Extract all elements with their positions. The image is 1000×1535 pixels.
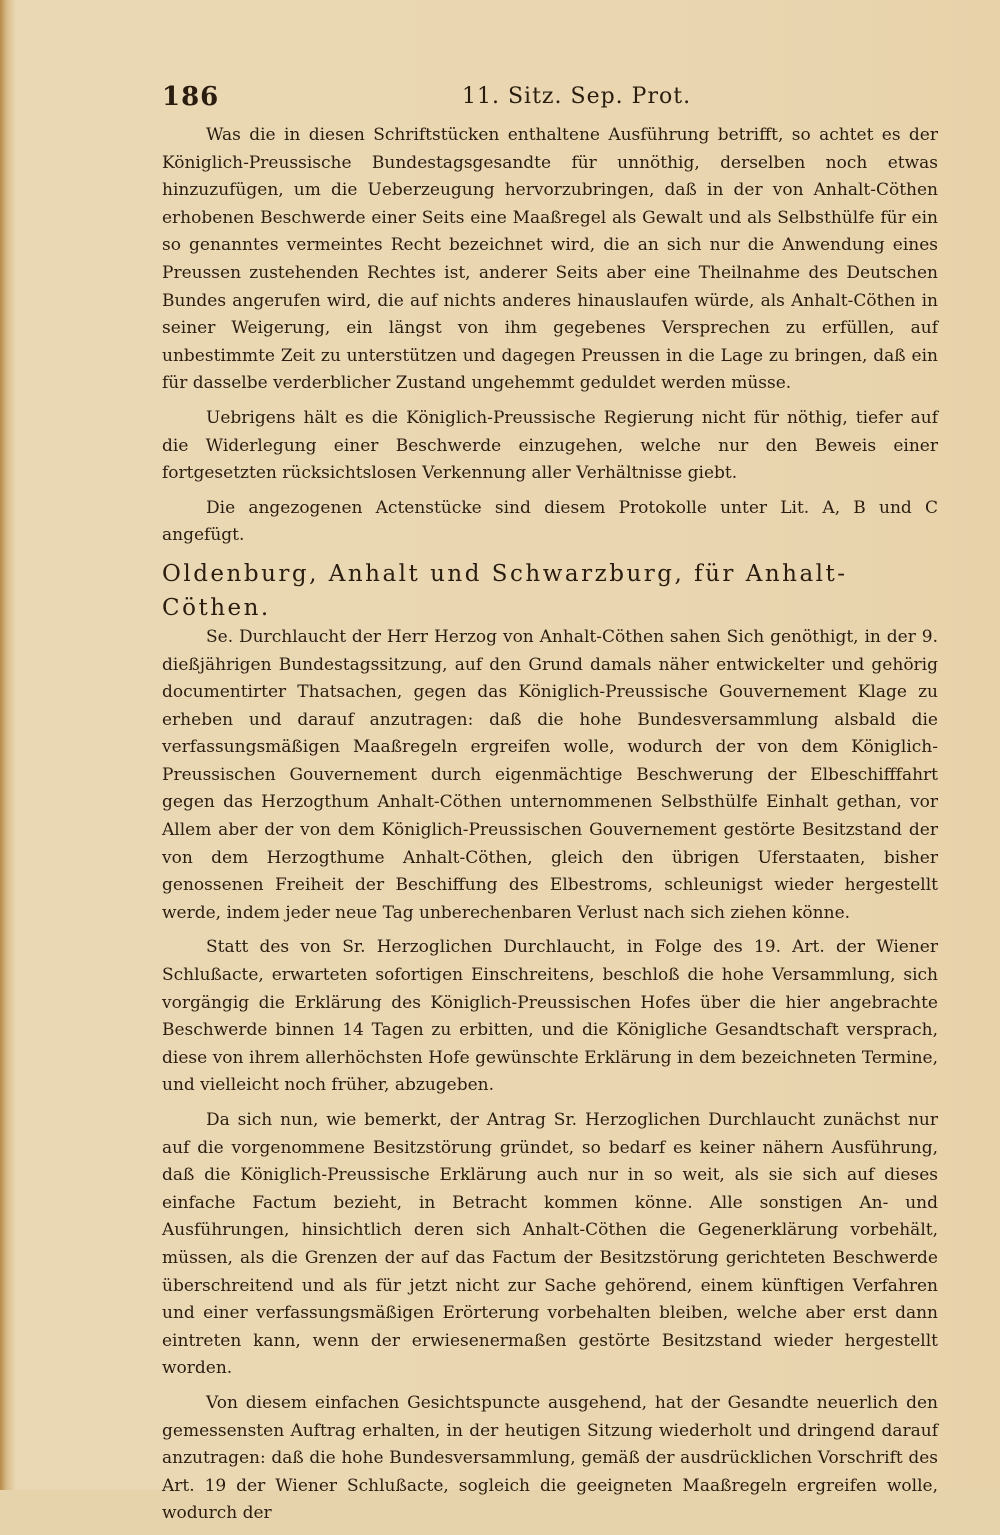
page-body bbox=[162, 122, 938, 1535]
paragraph: Die angezogenen Actenstücke sind diesem Protokolle unter Lit. A, B und C angefügt. bbox=[162, 497, 938, 546]
paragraph: Se. Durchlaucht der Herr Herzog von Anhalt-Cöthen sahen Sich genöthigt, in der 9. dießjährigen Bundestagssitzung, auf den Grund damals näher entwickelter und gehörig documentirter Thatsachen, gegen das Königlich-Preussische Gouvernement Klage zu erheben und darauf anzutragen: daß die hohe Bundesversammlung alsbald die verfassungsmäßigen Maaßregeln ergreifen wolle, wodurch der von dem Königlich-Preussischen Gouvernement durch eigenmächtige Beschwerung der Elbeschifffahrt gegen das Herzogthum Anhalt-Cöthen unternommenen Selbsthülfe Einhalt gethan, vor Allem aber der von dem Königlich-Preussischen Gouvernement gestörte Besitzstand der von dem Herzogthume Anhalt-Cöthen, gleich den übrigen Uferstaaten, bisher genossenen Freiheit der Beschiffung des Elbestroms, schleunigst wieder hergestellt werde, indem jeder neue Tag unberechenbaren Verlust nach sich ziehen könne. bbox=[162, 626, 938, 923]
paragraph: Von diesem einfachen Gesichtspuncte ausgehend, hat der Gesandte neuerlich den gemessensten Auftrag erhalten, in der heutigen Sitzung wiederholt und dringend darauf anzutragen: daß die hohe Bundesversammlung, gemäß der ausdrücklichen Vorschrift des Art. 19 der Wiener Schlußacte, sogleich die geeigneten Maaßregeln ergreifen wolle, wodurch der bbox=[162, 1392, 938, 1524]
paragraph: Was die in diesen Schriftstücken enthaltene Ausführung betrifft, so achtet es der Königlich-Preussische Bundestagsgesandte für unnöthig, derselben noch etwas hinzuzufügen, um die Ueberzeugung hervorzubringen, daß in der von Anhalt-Cöthen erhobenen Beschwerde einer Seits eine Maaßregel als Gewalt und als Selbsthülfe für ein so genanntes vermeintes Recht bezeichnet wird, die an sich nur die Anwendung eines Preussen zustehenden Rechtes ist, anderer Seits aber eine Theilnahme des Deutschen Bundes angerufen wird, die auf nichts anderes hinauslaufen würde, als Anhalt-Cöthen in seiner Weigerung, ein längst von ihm gegebenes Versprechen zu erfüllen, auf unbestimmte Zeit zu unterstützen und dagegen Preussen in die Lage zu bringen, daß ein für dasselbe verderblicher Zustand ungehemmt geduldet werden müsse. bbox=[162, 125, 938, 394]
page-header bbox=[162, 82, 938, 118]
running-title: 11. Sitz. Sep. Prot. bbox=[462, 84, 692, 109]
paragraph: Statt des von Sr. Herzoglichen Durchlaucht, in Folge des 19. Art. der Wiener Schlußacte, erwarteten sofortigen Einschreitens, beschloß die hohe Versammlung, sich vorgängig die Erklärung des Königlich-Preussischen Hofes über die hier angebrachte Beschwerde binnen 14 Tagen zu erbitten, und die Königliche Gesandtschaft versprach, diese von ihrem allerhöchsten Hofe gewünschte Erklärung in dem bezeichneten Termine, und vielleicht noch früher, abzugeben. bbox=[162, 937, 938, 1096]
section-heading: Oldenburg, Anhalt und Schwarzburg, für Anhalt-Cöthen. bbox=[162, 560, 848, 621]
page-number: 186 bbox=[162, 82, 220, 112]
paragraph: Da sich nun, wie bemerkt, der Antrag Sr. Herzoglichen Durchlaucht zunächst nur auf die vorgenommene Besitzstörung gründet, so bedarf es keiner nähern Ausführung, daß die Königlich-Preussische Erklärung auch nur in so weit, als sie sich auf dieses einfache Factum bezieht, in Betracht kommen könne. Alle sonstigen An- und Ausführungen, hinsichtlich deren sich Anhalt-Cöthen die Gegenerklärung vorbehält, müssen, als die Grenzen der auf das Factum der Besitzstörung gerichteten Beschwerde überschreitend und als für jetzt nicht zur Sache gehörend, einem künftigen Verfahren und einer verfassungsmäßigen Erörterung vorbehalten bleiben, welche aber erst dann eintreten kann, wenn der erwiesenermaßen gestörte Besitzstand wieder hergestellt worden. bbox=[162, 1110, 938, 1379]
paragraph: Uebrigens hält es die Königlich-Preussische Regierung nicht für nöthig, tiefer auf die Widerlegung einer Beschwerde einzugehen, welche nur den Beweis einer fortgesetzten rücksichtslosen Verkennung aller Verhältnisse giebt. bbox=[162, 407, 938, 484]
